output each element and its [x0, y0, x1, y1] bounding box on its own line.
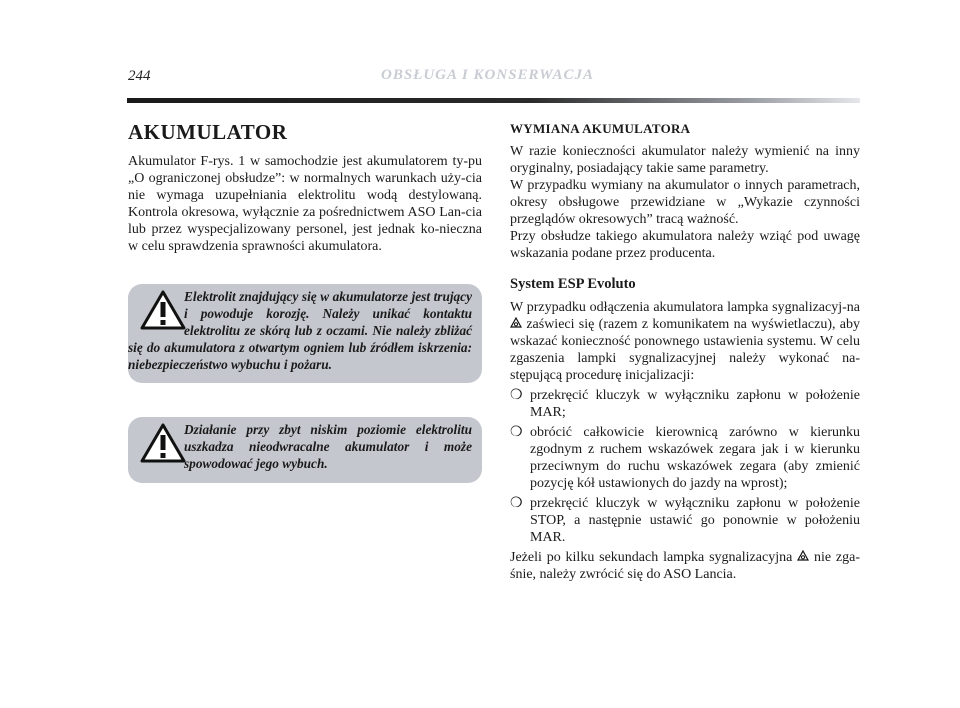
procedure-list — [510, 387, 860, 546]
replacement-paragraph-1: W razie konieczności akumulator należy wymienić na inny oryginalny, posiadający takie same parametry. — [510, 144, 860, 176]
warning-text-level: Działanie przy zbyt niskim poziomie elektrolitu uszkadza nieodwracalne akumulator i może spowodować jego wybuch. — [184, 422, 472, 471]
right-column — [510, 121, 860, 583]
esp-warning-light-icon — [797, 550, 809, 562]
page-header — [128, 68, 858, 92]
esp-intro: W przypadku odłączenia akumulatora lampka sygnalizacyj-na zaświeci się (razem z komunikatem na wyświetlaczu), aby wskazać konieczność ponownego ustawienia systemu. W celu zgaszenia lampki sygnalizacyjnej należy wykonać na-stępującą procedurę inicjalizacji: — [510, 300, 861, 383]
procedure-step: ❍ przekręcić kluczyk w wyłączniku zapłonu w położenie MAR; — [510, 388, 860, 420]
left-column — [128, 120, 482, 255]
warning-text-electrolyte: Elektrolit znajdujący się w akumulatorze jest trujący i powoduje korozję. Należy unikać kontaktu elektrolitu ze skórą lub z oczami. Nie należy zbliżać się do akumulatora z otwartym ogniem lub źródłem iskrzenia: niebezpieczeństwo wybuchu i pożaru. — [128, 289, 472, 372]
replacement-paragraph-3: Przy obsłudze takiego akumulatora należy wziąć pod uwagę wskazania podane przez producenta. — [510, 229, 860, 261]
warning-box-level — [128, 417, 482, 483]
procedure-step: ❍ obrócić całkowicie kierownicą zarówno w kierunku zgodnym z ruchem wskazówek zegara jak i w kierunku przeciwnym do ruchu wskazówek zegara (aby zmienić pozycję kół ustawionych do jazdy na wprost); — [510, 425, 860, 491]
section-title: OBSŁUGA I KONSERWACJA — [381, 67, 595, 83]
battery-paragraph: Akumulator F-rys. 1 w samochodzie jest akumulatorem ty-pu „O ograniczonej obsłudze”: w normalnych warunkach uży-cia nie wymaga uzupełniania elektrolitu wodą destylowaną. Kontrola okresowa, wyłącznie za pośrednictwem ASO Lan-cia lub przez wyspecjalizowany personel, jest jednak ko-nieczna w celu sprawdzenia sprawności akumulatora. — [128, 154, 482, 254]
procedure-step: ❍ przekręcić kluczyk w wyłączniku zapłonu w położenie STOP, a następnie ustawić go ponownie w położeniu MAR. — [510, 496, 860, 545]
page-number: 244 — [128, 68, 151, 84]
warning-box-electrolyte — [128, 284, 482, 383]
replacement-paragraph-2: W przypadku wymiany na akumulator o innych parametrach, okresy obsługowe przewidziane w „Wykazie czynności przeglądów okresowych” tracą ważność. — [510, 178, 860, 227]
header-rule — [127, 98, 860, 103]
closing-paragraph: Jeżeli po kilku sekundach lampka sygnalizacyjna nie zga-śnie, należy zwrócić się do ASO Lancia. — [510, 550, 861, 582]
esp-heading: System ESP Evoluto — [510, 276, 636, 292]
replacement-heading: WYMIANA AKUMULATORA — [510, 121, 691, 136]
esp-warning-light-icon — [510, 317, 522, 329]
battery-heading: AKUMULATOR — [128, 120, 288, 144]
